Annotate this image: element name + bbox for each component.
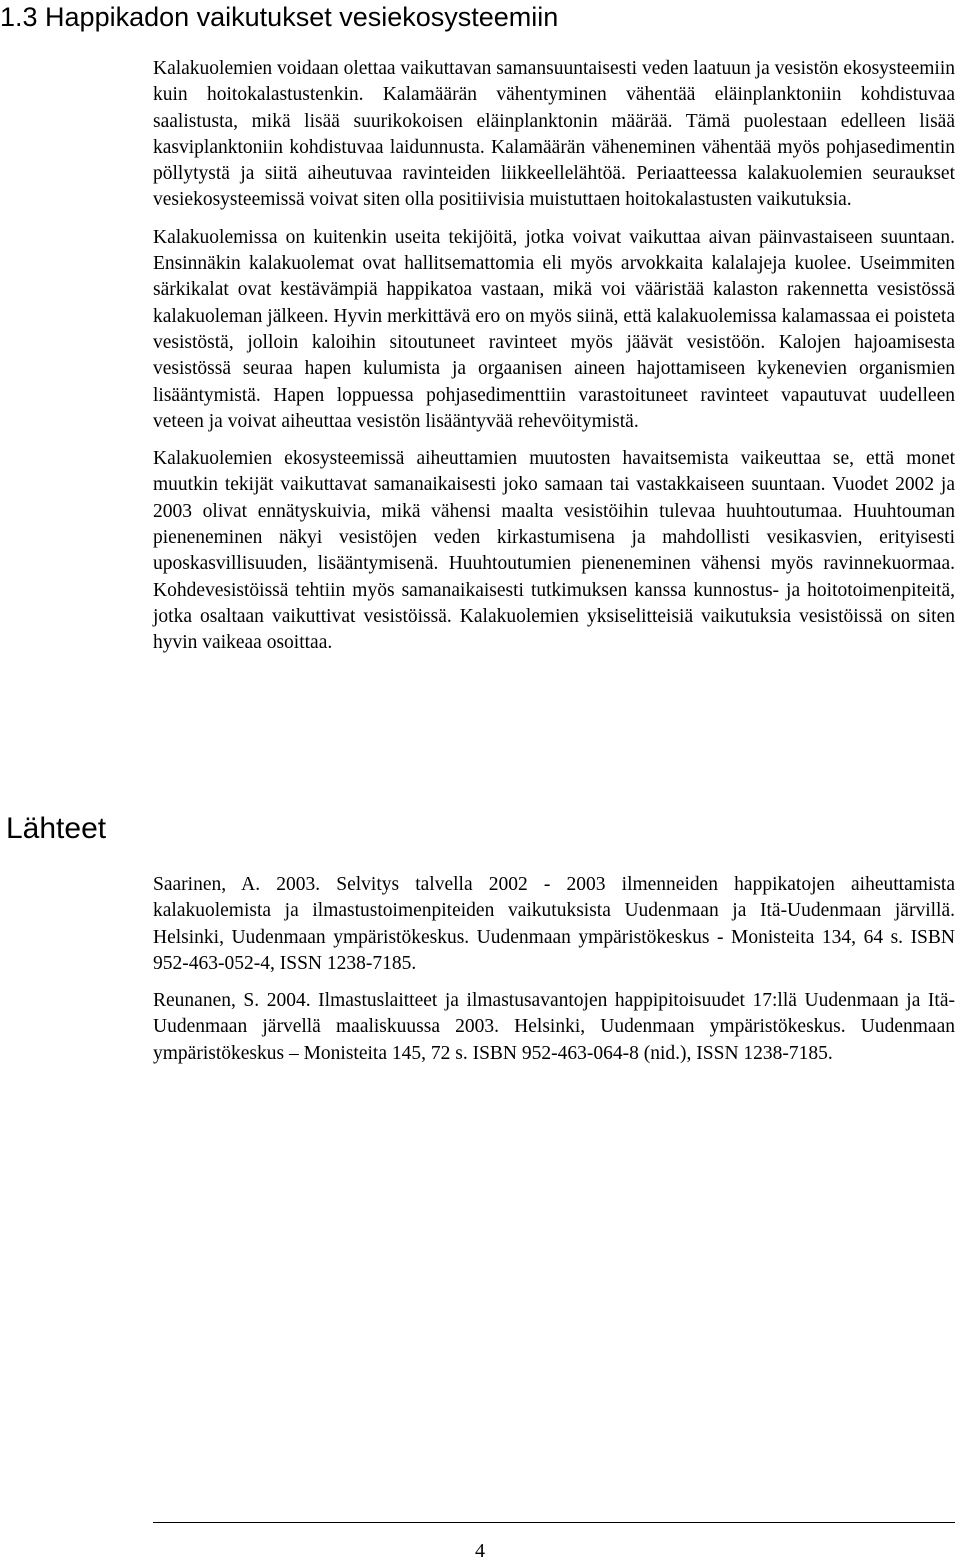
page-number: 4 — [475, 1540, 485, 1562]
reference-entry: Reunanen, S. 2004. Ilmastuslaitteet ja ilmastusavantojen happipitoisuudet 17:llä Uudenmaan ja Itä-Uudenmaan järvellä maaliskuussa 2003. Helsinki, Uudenmaan ympäristökeskus. Uudenmaan ympäristökeskus – Monisteita 145, 72 s. ISBN 952-463-064-8 (nid.), ISSN 1238-7185. — [153, 990, 955, 1064]
section-body — [153, 56, 955, 657]
references-heading: Lähteet — [6, 812, 107, 845]
section-heading: 1.3 Happikadon vaikutukset vesiekosysteemiin — [0, 2, 559, 32]
references-list — [153, 872, 955, 1067]
footer-divider — [153, 1522, 955, 1523]
body-paragraph: Kalakuolemien voidaan olettaa vaikuttavan samansuuntaisesti veden laatuun ja vesistön ekosysteemiin kuin hoitokalastustenkin. Kalamäärän vähentyminen vähentää eläinplanktoniin kohdistuvaa saalistusta, mikä lisää suurikokoisen eläinplanktonin määrää. Tämä puolestaan edelleen lisää kasviplanktoniin kohdistuvaa laidunnusta. Kalamäärän väheneminen vähentää myös pohjasedimentin pöllytystä ja siitä aiheutuvaa ravinteiden liikkeellelähtöä. Periaatteessa kalakuolemien seuraukset vesiekosysteemissä voivat siten olla positiivisia muistuttaen hoitokalastusten vaikutuksia. — [153, 58, 955, 211]
reference-entry: Saarinen, A. 2003. Selvitys talvella 2002 - 2003 ilmenneiden happikatojen aiheuttamista kalakuolemista ja ilmastustoimenpiteiden vaikutuksista Uudenmaan ja Itä-Uudenmaan järvillä. Helsinki, Uudenmaan ympäristökeskus. Uudenmaan ympäristökeskus - Monisteita 134, 64 s. ISBN 952-463-052-4, ISSN 1238-7185. — [153, 874, 955, 974]
body-paragraph: Kalakuolemien ekosysteemissä aiheuttamien muutosten havaitsemista vaikeuttaa se, että monet muutkin tekijät vaikuttavat samanaikaisesti joko samaan tai vastakkaiseen suuntaan. Vuodet 2002 ja 2003 olivat ennätyskuivia, mikä vähensi maalta vesistöihin tulevaa huuhtoutumaa. Huuhtouman pieneneminen näkyi vesistöjen veden kirkastumisena ja mahdollisti vesikasvien, erityisesti uposkasvillisuuden, lisääntymisenä. Huuhtoutumien pieneneminen vähensi myös ravinnekuormaa. Kohdevesistöissä tehtiin myös samanaikaisesti tutkimuksen kanssa kunnostus- ja hoitotoimenpiteitä, jotka osaltaan vaikuttivat vesistöissä. Kalakuolemien yksiselitteisiä vaikutuksia vesistöissä on siten hyvin vaikeaa osoittaa. — [153, 448, 955, 654]
body-paragraph: Kalakuolemissa on kuitenkin useita tekijöitä, jotka voivat vaikuttaa aivan päinvastaiseen suuntaan. Ensinnäkin kalakuolemat ovat hallitsemattomia eli myös arvokkaita kalalajeja kuolee. Useimmiten särkikalat ovat kestävämpiä happikatoa vastaan, mikä voi vääristää kalaston rakennetta vesistössä kalakuoleman jälkeen. Hyvin merkittävä ero on myös siinä, että kalakuolemissa kalamassaa ei poisteta vesistöstä, jolloin kaloihin sitoutuneet ravinteet myös jäävät vesistöön. Kalojen hajoamisesta vesistössä seuraa hapen kulumista ja orgaanisen aineen hajottamiseen kykenevien organismien lisääntymistä. Hapen loppuessa pohjasedimenttiin varastoituneet ravinteet vapautuvat uudelleen veteen ja voivat aiheuttaa vesistön lisääntyvää rehevöitymistä. — [153, 226, 955, 432]
